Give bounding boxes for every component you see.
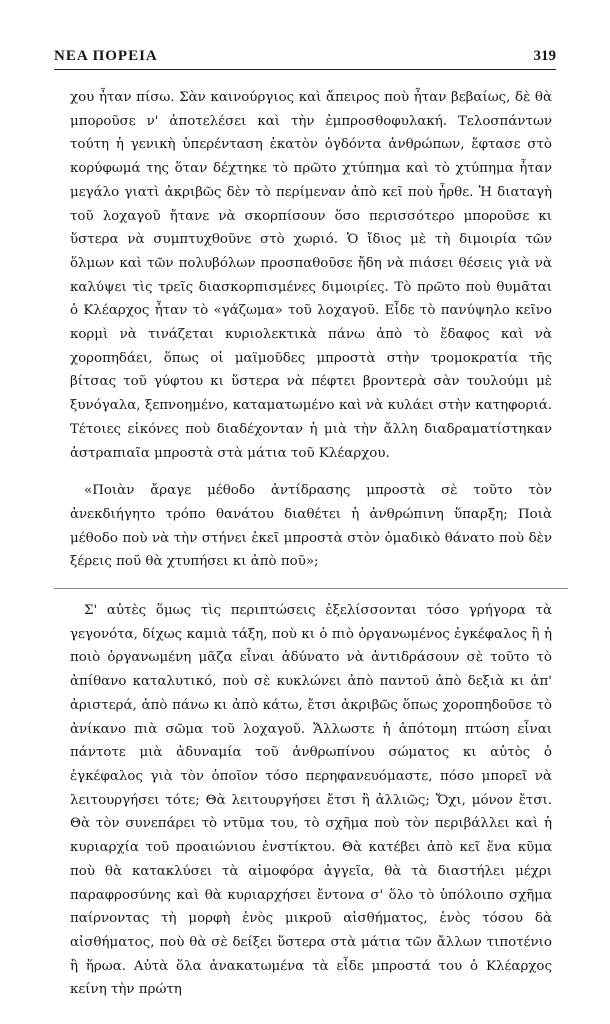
page-number: 319: [533, 48, 556, 64]
page-header: [54, 40, 556, 70]
paragraph-3: Σ' αὐτὲς ὅμως τὶς περιπτώσεις ἐξελίσσονται τόσο γρήγορα τὰ γεγονότα, δίχως καμιὰ τάξη, ποὺ κι ὁ πιὸ ὀργανωμένος ἐγκέφαλος ἢ ἡ ποιὸ ὀργανωμένη μᾶζα εἶναι ἀδύνατο νὰ ἀντιδράσουν σὲ τοῦτο τὸ ἀπίθανο καταλυτικό, ποὺ σὲ κυκλώνει ἀπὸ παντοῦ ἀπὸ δεξιὰ κι ἀπ' ἀριστερά, ἀπὸ πάνω κι ἀπὸ κάτω, ἔτσι ἀκριβῶς ὅπως χοροπηδοῦσε τὸ ἀνίκανο πιὰ σῶμα τοῦ λοχαγοῦ. Ἄλλωστε ἡ ἀπότομη πτώση εἶναι πάντοτε μιὰ ἀδυναμία τοῦ ἀνθρωπίνου σώματος κι αὐτὸς ὁ ἐγκέφαλος γιὰ τὸν ὁποῖον τόσο περηφανευόμαστε, πόσο μπορεῖ νὰ λειτουργήσει τότε; Θὰ λειτουργήσει ἔτσι ἢ ἀλλιῶς; Ὄχι, μόνον ἔτσι. Θὰ τὸν συνεπάρει τὸ ντῦμα του, τὸ σχῆμα ποὺ τὸν περιβάλλει καὶ ἡ κυριαρχία τοῦ προαιώνιου ἐνστίκτου. Θὰ κατέβει ἀπὸ κεῖ ἕνα κῦμα ποὺ θὰ κατακλύσει τὰ αἱμοφόρα ἀγγεῖα, θὰ τὰ διαστήλει μέχρι παραφροσύνης καὶ θὰ κυριαρχήσει ἔντονα σ' ὅλο τὸ ὑπόλοιπο σχῆμα παίρνοντας τὴ μορφὴ ἑνὸς μικροῦ αἰσθήματος, ἑνὸς τόσου δὰ αἰσθήματος, ποὺ θὰ σὲ δείξει ὕστερα στὰ μάτια τῶν ἄλλων τιποτένιο ἢ ἥρωα. Αὐτὰ ὅλα ἀνακατωμένα τὰ εἶδε μπροστά του ὁ Κλέαρχος κείνη τὴν πρώτη: [70, 603, 552, 998]
paragraph-1: χου ἦταν πίσω. Σὰν καινούργιος καὶ ἄπειρος ποὺ ἦταν βεβαίως, δὲ θὰ μποροῦσε ν' ἀποτελέσει καὶ τὴν ἐμπροσθοφυλακή. Τελοσπάντων τούτη ἡ γενικὴ ὑπερένταση ἑκατὸν ὀγδόντα ἀνθρώπων, ἔφτασε στὸ κορύφωμά της ὅταν δέχτηκε τὸ πρῶτο χτύπημα καὶ τὸ χτύπημα ἦταν μεγάλο γιατὶ ἀκριβῶς δὲν τὸ περίμεναν ἀπὸ κεῖ ποὺ ἦρθε. Ἡ διαταγὴ τοῦ λοχαγοῦ ἤτανε νὰ σκορπίσουν ὅσο περισσότερο μποροῦσε κι ὕστερα νὰ συμπτυχθοῦνε στὸ χωριό. Ὁ ἴδιος μὲ τὴ διμοιρία τῶν ὅλμων καὶ τῶν πολυβόλων προσπαθοῦσε ἤδη νὰ πιάσει θέσεις γιὰ νὰ καλύψει τὶς τρεῖς διασκορπισμένες διμοιρίες. Τὸ πρῶτο ποὺ θυμᾶται ὁ Κλέαρχος ἦταν τὸ «γάζωμα» τοῦ λοχαγοῦ. Εἶδε τὸ πανύψηλο κεῖνο κορμὶ νὰ τινάζεται κυριολεκτικὰ πάνω ἀπὸ τὸ ἔδαφος καὶ νὰ χοροπηδάει, ὅπως οἱ μαϊμοῦδες μπροστὰ στὴν τρομοκρατία τῆς βίτσας τοῦ γύφτου κι ὕστερα νὰ πέφτει βροντερὰ σὰν τουλούμι μὲ ξυνόγαλα, ξεπνοημένο, καταματωμένο καὶ νὰ κυλάει στὴν κατηφοριά. Τέτοιες εἰκόνες ποὺ διαδέχονταν ἡ μιὰ τὴν ἄλλη διαδραματίστηκαν ἀστραπιαῖα μπροστὰ στὰ μάτια τοῦ Κλέαρχου.: [70, 90, 552, 461]
body-text: [70, 86, 552, 1016]
running-head: ΝΕΑ ΠΟΡΕΙΑ: [54, 48, 158, 64]
divider: [54, 588, 568, 589]
paragraph-2-quote: «Ποιὰν ἄραγε μέθοδο ἀντίδρασης μπροστὰ σὲ τοῦτο τὸν ἀνεκδιήγητο τρόπο θανάτου διαθέτει ἡ ἀνθρώπινη ὕπαρξη; Ποιὰ μέθοδο ποὺ νὰ τὴν στήνει ἐκεῖ μπροστὰ στὸν ὁμαδικὸ θάνατο ποὺ δὲν ξέρεις ποῦ θὰ χτυπήσει κι ἀπὸ ποῦ»;: [70, 483, 552, 570]
